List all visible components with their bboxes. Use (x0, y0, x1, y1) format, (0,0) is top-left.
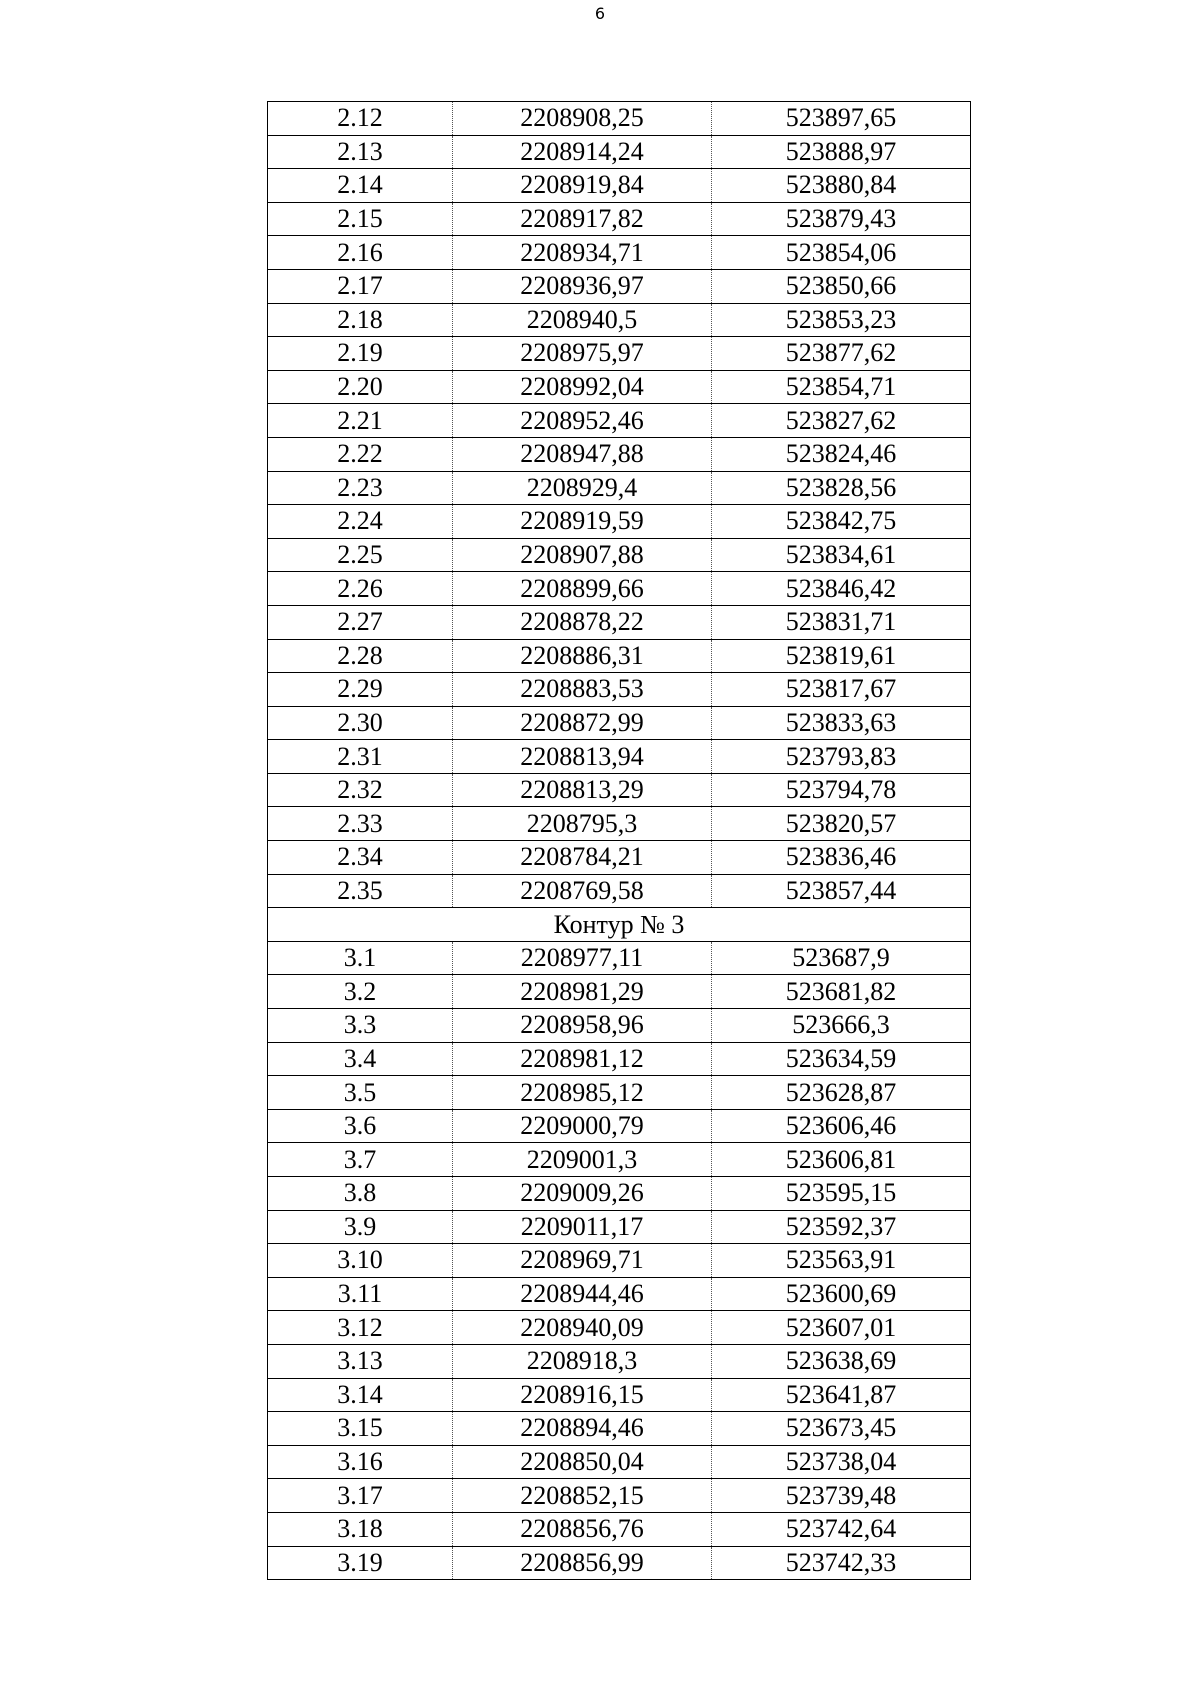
table-row (268, 1244, 971, 1278)
point-number-cell: 3.7 (268, 1143, 453, 1177)
x-coordinate-cell: 2208784,21 (453, 841, 712, 875)
x-coordinate-cell: 2208969,71 (453, 1244, 712, 1278)
y-coordinate-cell: 523824,46 (712, 437, 971, 471)
point-number-cell: 3.5 (268, 1076, 453, 1110)
section-header-row (268, 908, 971, 942)
table-row (268, 1277, 971, 1311)
x-coordinate-cell: 2208919,84 (453, 169, 712, 203)
point-number-cell: 2.19 (268, 337, 453, 371)
point-number-cell: 3.19 (268, 1546, 453, 1580)
point-number-cell: 2.25 (268, 538, 453, 572)
point-number-cell: 3.2 (268, 975, 453, 1009)
x-coordinate-cell: 2208907,88 (453, 538, 712, 572)
table-row (268, 471, 971, 505)
x-coordinate-cell: 2208883,53 (453, 673, 712, 707)
y-coordinate-cell: 523827,62 (712, 404, 971, 438)
y-coordinate-cell: 523742,64 (712, 1512, 971, 1546)
point-number-cell: 2.29 (268, 673, 453, 707)
point-number-cell: 2.13 (268, 135, 453, 169)
point-number-cell: 2.22 (268, 437, 453, 471)
point-number-cell: 3.3 (268, 1009, 453, 1043)
x-coordinate-cell: 2208894,46 (453, 1412, 712, 1446)
x-coordinate-cell: 2208975,97 (453, 337, 712, 371)
y-coordinate-cell: 523641,87 (712, 1378, 971, 1412)
point-number-cell: 3.16 (268, 1445, 453, 1479)
y-coordinate-cell: 523738,04 (712, 1445, 971, 1479)
x-coordinate-cell: 2208919,59 (453, 505, 712, 539)
y-coordinate-cell: 523828,56 (712, 471, 971, 505)
x-coordinate-cell: 2208985,12 (453, 1076, 712, 1110)
y-coordinate-cell: 523638,69 (712, 1344, 971, 1378)
table-row (268, 1210, 971, 1244)
y-coordinate-cell: 523888,97 (712, 135, 971, 169)
point-number-cell: 3.18 (268, 1512, 453, 1546)
point-number-cell: 3.4 (268, 1042, 453, 1076)
point-number-cell: 3.14 (268, 1378, 453, 1412)
coordinates-table (267, 101, 971, 1580)
x-coordinate-cell: 2208917,82 (453, 202, 712, 236)
x-coordinate-cell: 2208769,58 (453, 874, 712, 908)
y-coordinate-cell: 523817,67 (712, 673, 971, 707)
y-coordinate-cell: 523742,33 (712, 1546, 971, 1580)
point-number-cell: 2.16 (268, 236, 453, 270)
table-row (268, 404, 971, 438)
table-row (268, 1143, 971, 1177)
x-coordinate-cell: 2208916,15 (453, 1378, 712, 1412)
x-coordinate-cell: 2208914,24 (453, 135, 712, 169)
x-coordinate-cell: 2208992,04 (453, 370, 712, 404)
y-coordinate-cell: 523846,42 (712, 572, 971, 606)
table-row (268, 1344, 971, 1378)
y-coordinate-cell: 523879,43 (712, 202, 971, 236)
y-coordinate-cell: 523833,63 (712, 706, 971, 740)
table-row (268, 1445, 971, 1479)
table-row (268, 1042, 971, 1076)
table-row (268, 135, 971, 169)
point-number-cell: 2.30 (268, 706, 453, 740)
table-row (268, 370, 971, 404)
table-row (268, 337, 971, 371)
table-row (268, 1177, 971, 1211)
point-number-cell: 2.23 (268, 471, 453, 505)
table-row (268, 740, 971, 774)
point-number-cell: 3.11 (268, 1277, 453, 1311)
x-coordinate-cell: 2208936,97 (453, 269, 712, 303)
table-row (268, 773, 971, 807)
x-coordinate-cell: 2208981,12 (453, 1042, 712, 1076)
table-row (268, 1512, 971, 1546)
x-coordinate-cell: 2208918,3 (453, 1344, 712, 1378)
y-coordinate-cell: 523836,46 (712, 841, 971, 875)
x-coordinate-cell: 2208952,46 (453, 404, 712, 438)
x-coordinate-cell: 2208908,25 (453, 102, 712, 136)
point-number-cell: 3.8 (268, 1177, 453, 1211)
page-number: 6 (594, 4, 606, 23)
x-coordinate-cell: 2208856,99 (453, 1546, 712, 1580)
point-number-cell: 2.33 (268, 807, 453, 841)
point-number-cell: 2.14 (268, 169, 453, 203)
y-coordinate-cell: 523880,84 (712, 169, 971, 203)
table-row (268, 1479, 971, 1513)
y-coordinate-cell: 523606,81 (712, 1143, 971, 1177)
y-coordinate-cell: 523897,65 (712, 102, 971, 136)
x-coordinate-cell: 2208886,31 (453, 639, 712, 673)
table-row (268, 673, 971, 707)
table-row (268, 605, 971, 639)
table-row (268, 102, 971, 136)
y-coordinate-cell: 523877,62 (712, 337, 971, 371)
point-number-cell: 2.32 (268, 773, 453, 807)
table-row (268, 1378, 971, 1412)
table-row (268, 169, 971, 203)
y-coordinate-cell: 523819,61 (712, 639, 971, 673)
y-coordinate-cell: 523857,44 (712, 874, 971, 908)
x-coordinate-cell: 2208977,11 (453, 941, 712, 975)
point-number-cell: 3.15 (268, 1412, 453, 1446)
y-coordinate-cell: 523607,01 (712, 1311, 971, 1345)
table-row (268, 1412, 971, 1446)
point-number-cell: 2.27 (268, 605, 453, 639)
y-coordinate-cell: 523793,83 (712, 740, 971, 774)
x-coordinate-cell: 2208934,71 (453, 236, 712, 270)
point-number-cell: 3.10 (268, 1244, 453, 1278)
x-coordinate-cell: 2208929,4 (453, 471, 712, 505)
table-row (268, 202, 971, 236)
x-coordinate-cell: 2208813,94 (453, 740, 712, 774)
point-number-cell: 3.13 (268, 1344, 453, 1378)
point-number-cell: 2.21 (268, 404, 453, 438)
point-number-cell: 2.12 (268, 102, 453, 136)
table-row (268, 1109, 971, 1143)
y-coordinate-cell: 523592,37 (712, 1210, 971, 1244)
y-coordinate-cell: 523842,75 (712, 505, 971, 539)
x-coordinate-cell: 2209000,79 (453, 1109, 712, 1143)
y-coordinate-cell: 523634,59 (712, 1042, 971, 1076)
section-title: Контур № 3 (268, 908, 971, 942)
point-number-cell: 3.1 (268, 941, 453, 975)
table-row (268, 807, 971, 841)
point-number-cell: 2.24 (268, 505, 453, 539)
table-row (268, 941, 971, 975)
y-coordinate-cell: 523600,69 (712, 1277, 971, 1311)
point-number-cell: 2.15 (268, 202, 453, 236)
point-number-cell: 2.26 (268, 572, 453, 606)
table-row (268, 1009, 971, 1043)
y-coordinate-cell: 523687,9 (712, 941, 971, 975)
y-coordinate-cell: 523820,57 (712, 807, 971, 841)
table-row (268, 437, 971, 471)
x-coordinate-cell: 2208958,96 (453, 1009, 712, 1043)
point-number-cell: 2.31 (268, 740, 453, 774)
table-row (268, 841, 971, 875)
x-coordinate-cell: 2208940,09 (453, 1311, 712, 1345)
x-coordinate-cell: 2209009,26 (453, 1177, 712, 1211)
table-row (268, 639, 971, 673)
y-coordinate-cell: 523854,06 (712, 236, 971, 270)
coordinates-table-body (268, 102, 971, 1580)
x-coordinate-cell: 2208940,5 (453, 303, 712, 337)
point-number-cell: 2.17 (268, 269, 453, 303)
x-coordinate-cell: 2208795,3 (453, 807, 712, 841)
y-coordinate-cell: 523794,78 (712, 773, 971, 807)
x-coordinate-cell: 2208981,29 (453, 975, 712, 1009)
y-coordinate-cell: 523739,48 (712, 1479, 971, 1513)
y-coordinate-cell: 523595,15 (712, 1177, 971, 1211)
point-number-cell: 3.12 (268, 1311, 453, 1345)
table-row (268, 874, 971, 908)
y-coordinate-cell: 523606,46 (712, 1109, 971, 1143)
y-coordinate-cell: 523628,87 (712, 1076, 971, 1110)
table-row (268, 1076, 971, 1110)
table-row (268, 269, 971, 303)
x-coordinate-cell: 2208852,15 (453, 1479, 712, 1513)
table-row (268, 1311, 971, 1345)
x-coordinate-cell: 2208872,99 (453, 706, 712, 740)
y-coordinate-cell: 523853,23 (712, 303, 971, 337)
point-number-cell: 3.17 (268, 1479, 453, 1513)
x-coordinate-cell: 2209011,17 (453, 1210, 712, 1244)
table-row (268, 1546, 971, 1580)
point-number-cell: 2.35 (268, 874, 453, 908)
x-coordinate-cell: 2208947,88 (453, 437, 712, 471)
table-row (268, 538, 971, 572)
y-coordinate-cell: 523831,71 (712, 605, 971, 639)
point-number-cell: 3.9 (268, 1210, 453, 1244)
point-number-cell: 2.28 (268, 639, 453, 673)
x-coordinate-cell: 2208813,29 (453, 773, 712, 807)
y-coordinate-cell: 523563,91 (712, 1244, 971, 1278)
table-row (268, 303, 971, 337)
x-coordinate-cell: 2209001,3 (453, 1143, 712, 1177)
x-coordinate-cell: 2208850,04 (453, 1445, 712, 1479)
y-coordinate-cell: 523673,45 (712, 1412, 971, 1446)
x-coordinate-cell: 2208856,76 (453, 1512, 712, 1546)
point-number-cell: 3.6 (268, 1109, 453, 1143)
y-coordinate-cell: 523666,3 (712, 1009, 971, 1043)
y-coordinate-cell: 523681,82 (712, 975, 971, 1009)
table-row (268, 236, 971, 270)
table-row (268, 975, 971, 1009)
table-row (268, 706, 971, 740)
y-coordinate-cell: 523834,61 (712, 538, 971, 572)
table-row (268, 572, 971, 606)
point-number-cell: 2.20 (268, 370, 453, 404)
table-row (268, 505, 971, 539)
point-number-cell: 2.18 (268, 303, 453, 337)
y-coordinate-cell: 523850,66 (712, 269, 971, 303)
x-coordinate-cell: 2208878,22 (453, 605, 712, 639)
x-coordinate-cell: 2208899,66 (453, 572, 712, 606)
y-coordinate-cell: 523854,71 (712, 370, 971, 404)
x-coordinate-cell: 2208944,46 (453, 1277, 712, 1311)
point-number-cell: 2.34 (268, 841, 453, 875)
